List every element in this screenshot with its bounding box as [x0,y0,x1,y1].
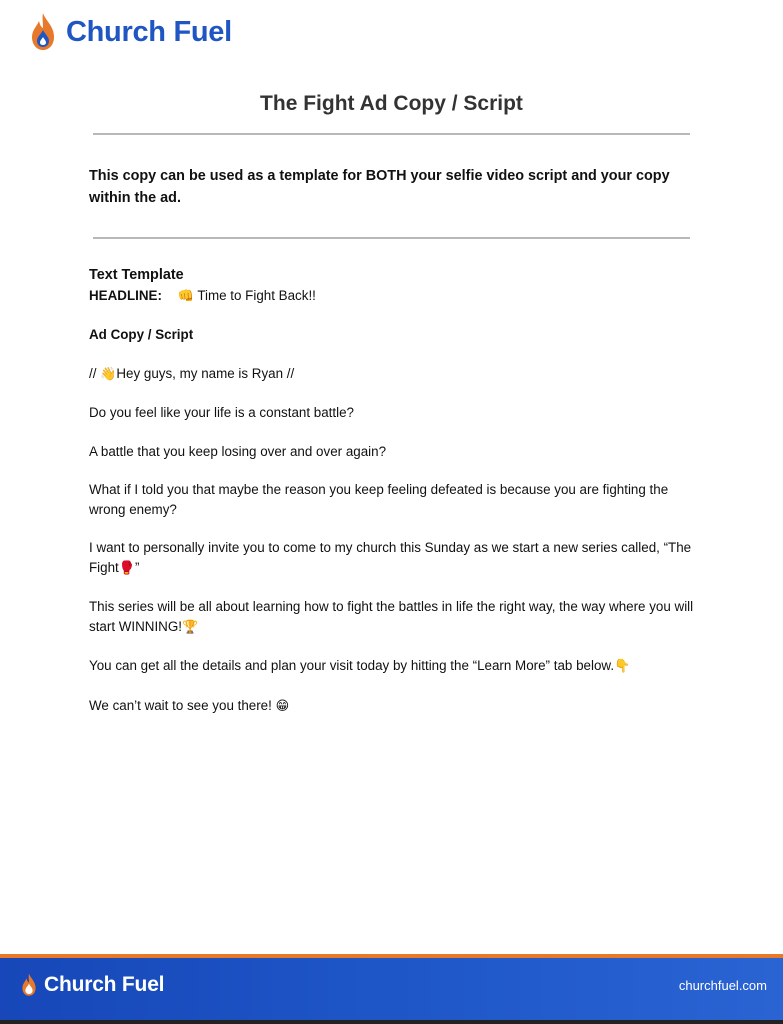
paragraph-text: This series will be all about learning how to fight the battles in life the right way, the way where you will start WINNING! [89,599,694,634]
boxing-glove-icon: 🥊 [118,560,135,576]
text-template-label: Text Template [89,267,184,283]
headline-row [89,286,699,307]
paragraph [89,538,699,578]
greeting-line [89,364,699,385]
waving-hand-icon: 👋 [100,366,117,382]
intro-text: This copy can be used as a template for BOTH your selfie video script and your copy within the ad. [89,168,670,206]
paragraph [89,656,699,677]
footer-bar [0,954,783,1020]
bottom-border [0,1020,783,1024]
flame-icon [20,972,38,998]
footer-accent-strip [0,954,783,958]
footer-logo[interactable] [20,972,164,998]
divider [93,133,690,135]
headline-text: Time to Fight Back!! [197,287,316,303]
ad-copy-label: Ad Copy / Script [89,327,194,342]
trophy-icon: 🏆 [182,619,199,635]
headline-label: HEADLINE: [89,287,162,303]
brand-name: Church Fuel [66,15,232,48]
paragraph: Do you feel like your life is a constant battle? [89,405,354,420]
footer-brand-name: Church Fuel [44,973,165,996]
grinning-face-icon: 😁 [275,698,290,714]
divider [93,237,690,239]
paragraph: A battle that you keep losing over and over again? [89,443,387,459]
greeting-text: Hey guys, my name is Ryan // [116,365,295,381]
greeting-prefix: // [89,365,101,381]
pointing-down-icon: 👇 [614,659,631,674]
footer-website-link[interactable]: churchfuel.com [678,978,767,993]
paragraph-text-end: ” [134,559,140,575]
paragraph [89,696,699,717]
header-logo[interactable] [28,12,232,52]
fist-icon: 👊 [177,288,194,304]
document-body [89,266,699,716]
paragraph: What if I told you that maybe the reason you keep feeling defeated is because you are fighting the wrong enemy? [89,482,669,517]
paragraph-text: We can’t wait to see you there! [89,697,276,713]
paragraph-text: You can get all the details and plan your visit today by hitting the “Learn More” tab below. [89,658,615,673]
paragraph-text: I want to personally invite you to come to my church this Sunday as we start a new series called, “The Fight [89,540,692,575]
flame-icon [28,12,58,52]
document-title: The Fight Ad Copy / Script [260,92,523,115]
paragraph [89,597,699,637]
